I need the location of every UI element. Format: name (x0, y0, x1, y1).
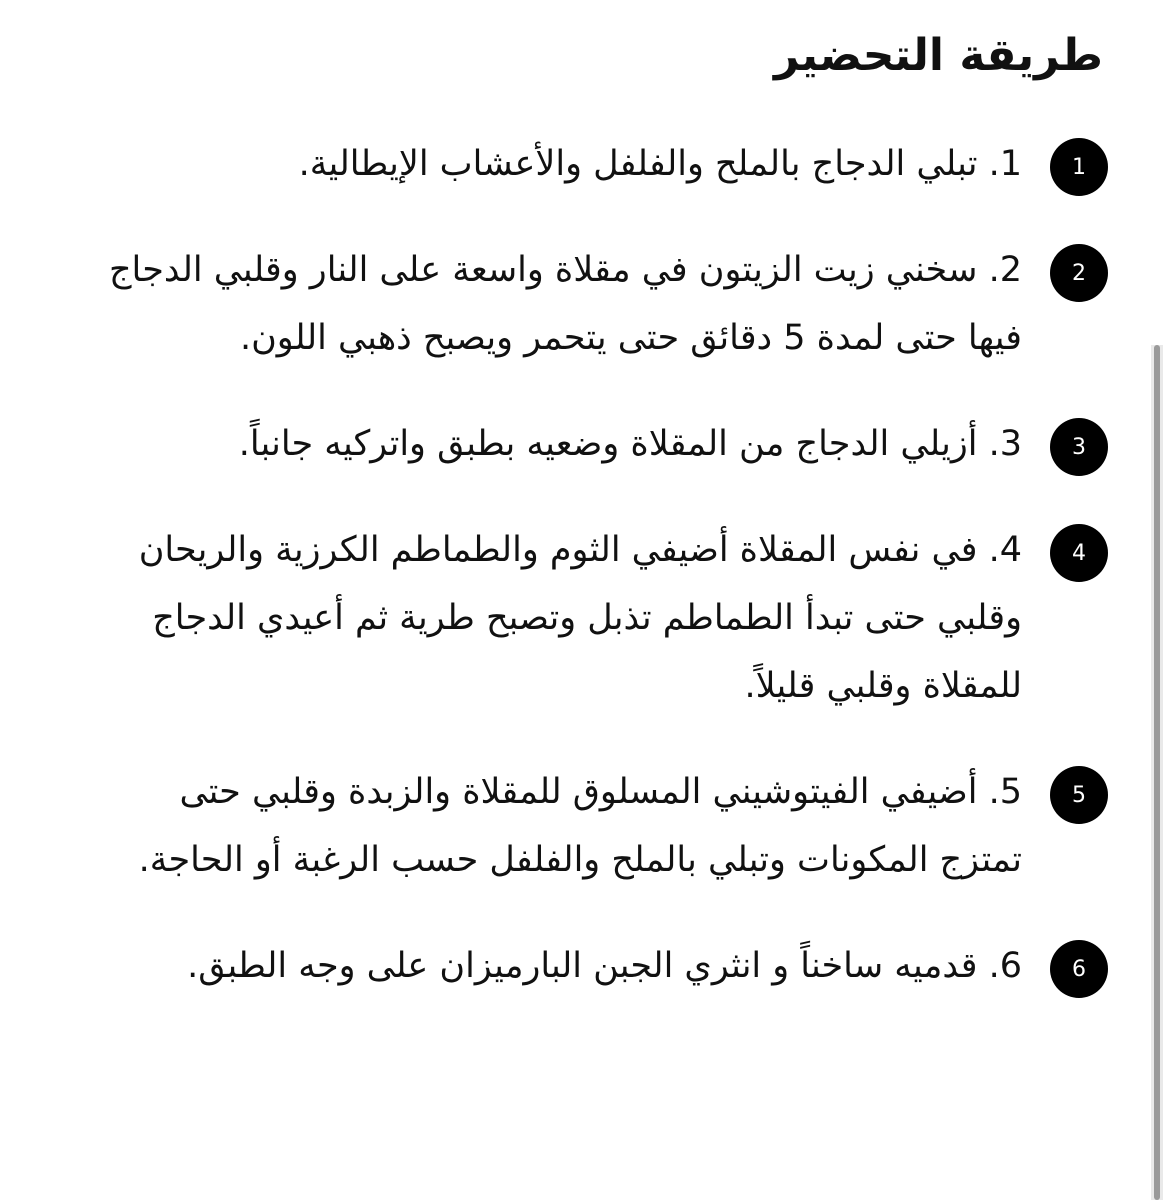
step-number-badge: 4 (1050, 524, 1108, 582)
step-item-4 (98, 516, 1108, 720)
step-text: 2. سخني زيت الزيتون في مقلاة واسعة على النار وقلبي الدجاج فيها حتى لمدة 5 دقائق حتى يتحمر ويصبح ذهبي اللون. (108, 250, 1022, 358)
steps-list (98, 130, 1108, 1038)
step-text: 4. في نفس المقلاة أضيفي الثوم والطماطم الكرزية والريحان وقلبي حتى تبدأ الطماطم تذبل وتصبح طرية ثم أعيدي الدجاج للمقلاة وقلبي قليلاً. (138, 530, 1022, 706)
step-text: 5. أضيفي الفيتوشيني المسلوق للمقلاة والزبدة وقلبي حتى تمتزج المكونات وتبلي بالملح والفلفل حسب الرغبة أو الحاجة. (138, 772, 1022, 880)
step-text: 6. قدميه ساخناً و انثري الجبن البارميزان على وجه الطبق. (187, 946, 1022, 986)
step-item-6 (98, 932, 1108, 1000)
step-number-badge: 2 (1050, 244, 1108, 302)
vertical-scrollbar[interactable] (1151, 345, 1163, 1200)
step-number-badge: 5 (1050, 766, 1108, 824)
step-number-badge: 6 (1050, 940, 1108, 998)
step-number-badge: 1 (1050, 138, 1108, 196)
step-text: 3. أزيلي الدجاج من المقلاة وضعيه بطبق واتركيه جانباً. (238, 424, 1022, 464)
scrollbar-thumb[interactable] (1154, 345, 1160, 1200)
step-item-2 (98, 236, 1108, 372)
step-text: 1. تبلي الدجاج بالملح والفلفل والأعشاب الإيطالية. (298, 144, 1022, 184)
step-item-3 (98, 410, 1108, 478)
step-item-5 (98, 758, 1108, 894)
page-title: طريقة التحضير (774, 30, 1103, 81)
step-number-badge: 3 (1050, 418, 1108, 476)
step-item-1 (98, 130, 1108, 198)
